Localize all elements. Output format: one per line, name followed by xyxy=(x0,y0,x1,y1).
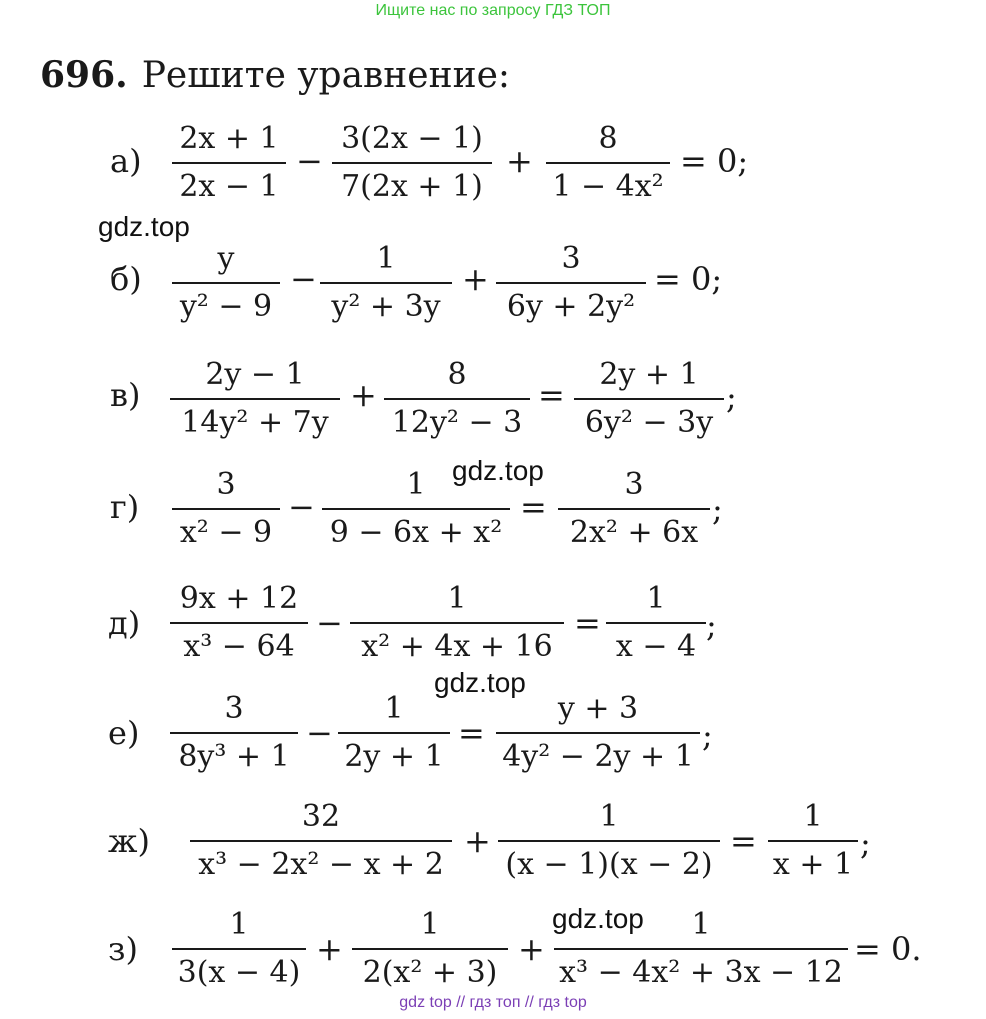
denominator: 3(x − 4) xyxy=(177,955,301,990)
fraction xyxy=(338,691,450,774)
fraction xyxy=(498,799,720,882)
equation-label: б) xyxy=(110,260,142,298)
operator: + xyxy=(518,930,545,968)
operator: − xyxy=(288,488,315,526)
numerator: 1 xyxy=(420,907,440,942)
equation-label: а) xyxy=(110,142,142,180)
denominator: 2y + 1 xyxy=(344,739,444,774)
denominator: (x − 1)(x − 2) xyxy=(505,847,713,882)
fraction xyxy=(496,691,700,774)
equation-label: д) xyxy=(108,604,141,642)
denominator: x³ − 4x² + 3x − 12 xyxy=(559,955,843,990)
operator: + xyxy=(464,822,491,860)
fraction xyxy=(384,357,530,440)
fraction xyxy=(768,799,858,882)
equation-rhs: ; xyxy=(726,378,737,416)
watermark: gdz.top xyxy=(434,667,526,698)
footer-watermark: gdz top // гдз топ // гдз top xyxy=(399,994,587,1011)
denominator: 4y² − 2y + 1 xyxy=(502,739,694,774)
fraction xyxy=(172,467,280,550)
denominator: x − 4 xyxy=(615,629,697,664)
operator: = xyxy=(520,488,547,526)
problem-heading xyxy=(40,54,510,96)
equation-rhs: ; xyxy=(706,606,717,644)
numerator: 1 xyxy=(803,799,823,834)
equation-label: в) xyxy=(110,376,141,414)
watermark: gdz.top xyxy=(552,903,644,934)
denominator: x² + 4x + 16 xyxy=(361,629,553,664)
numerator: 3 xyxy=(224,691,244,726)
operator: + xyxy=(350,376,377,414)
numerator: y + 3 xyxy=(557,691,639,726)
fraction xyxy=(170,691,298,774)
watermark: gdz.top xyxy=(452,455,544,486)
operator: − xyxy=(290,260,317,298)
denominator: 6y + 2y² xyxy=(506,289,636,324)
equation-rhs: ; xyxy=(712,490,723,528)
numerator: 32 xyxy=(301,799,341,834)
numerator: 1 xyxy=(646,581,666,616)
equation-rhs: ; xyxy=(860,824,871,862)
fraction xyxy=(170,581,308,664)
search-banner: Ищите нас по запросу ГДЗ ТОП xyxy=(375,2,611,19)
numerator: 2x + 1 xyxy=(179,121,279,156)
denominator: 1 − 4x² xyxy=(552,169,664,204)
numerator: 8 xyxy=(598,121,618,156)
fraction xyxy=(190,799,452,882)
fraction xyxy=(574,357,724,440)
denominator: 2x − 1 xyxy=(179,169,279,204)
numerator: 1 xyxy=(229,907,249,942)
fraction xyxy=(332,121,492,204)
watermark: gdz.top xyxy=(98,211,190,242)
denominator: 14y² + 7y xyxy=(181,405,329,440)
fraction xyxy=(350,581,564,664)
numerator: y xyxy=(217,241,235,276)
operator: = xyxy=(538,376,565,414)
numerator: 1 xyxy=(384,691,404,726)
numerator: 2y − 1 xyxy=(205,357,305,392)
equation-label: г) xyxy=(110,488,140,526)
denominator: y² + 3y xyxy=(331,289,441,324)
fraction xyxy=(170,357,340,440)
equation-label: ж) xyxy=(108,822,150,860)
problem-number: 696. xyxy=(40,54,128,96)
fraction xyxy=(172,907,306,990)
numerator: 1 xyxy=(376,241,396,276)
numerator: 1 xyxy=(447,581,467,616)
equation-rhs: = 0; xyxy=(680,142,749,180)
operator: − xyxy=(306,714,333,752)
fraction xyxy=(558,467,710,550)
fraction xyxy=(352,907,508,990)
equation-rhs: = 0. xyxy=(854,930,922,968)
denominator: x³ − 64 xyxy=(183,629,295,664)
numerator: 8 xyxy=(447,357,467,392)
numerator: 1 xyxy=(691,907,711,942)
problem-title: Решите уравнение: xyxy=(141,55,511,96)
denominator: x + 1 xyxy=(772,847,854,882)
numerator: 3(2x − 1) xyxy=(341,121,483,156)
numerator: 3 xyxy=(216,467,236,502)
fraction xyxy=(172,121,286,204)
fraction xyxy=(496,241,646,324)
denominator: x² − 9 xyxy=(179,515,273,550)
numerator: 3 xyxy=(624,467,644,502)
operator: − xyxy=(316,604,343,642)
operator: = xyxy=(730,822,757,860)
numerator: 2y + 1 xyxy=(599,357,699,392)
denominator: x³ − 2x² − x + 2 xyxy=(198,847,444,882)
equation-label: е) xyxy=(108,714,140,752)
equation-rhs: = 0; xyxy=(654,260,723,298)
operator: + xyxy=(316,930,343,968)
numerator: 1 xyxy=(599,799,619,834)
numerator: 1 xyxy=(406,467,426,502)
denominator: 8y³ + 1 xyxy=(178,739,290,774)
denominator: 2(x² + 3) xyxy=(362,955,498,990)
denominator: 7(2x + 1) xyxy=(341,169,483,204)
denominator: 6y² − 3y xyxy=(584,405,714,440)
fraction xyxy=(546,121,670,204)
equation-label: з) xyxy=(108,930,138,968)
fraction xyxy=(320,241,452,324)
operator: = xyxy=(458,714,485,752)
fraction xyxy=(606,581,706,664)
numerator: 3 xyxy=(561,241,581,276)
equation-rhs: ; xyxy=(702,716,713,754)
denominator: 9 − 6x + x² xyxy=(329,515,503,550)
operator: + xyxy=(462,260,489,298)
operator: = xyxy=(574,604,601,642)
denominator: 2x² + 6x xyxy=(569,515,699,550)
denominator: 12y² − 3 xyxy=(391,405,523,440)
numerator: 9x + 12 xyxy=(179,581,299,616)
fraction xyxy=(172,241,280,324)
operator: − xyxy=(296,142,323,180)
denominator: y² − 9 xyxy=(179,289,273,324)
operator: + xyxy=(506,142,533,180)
